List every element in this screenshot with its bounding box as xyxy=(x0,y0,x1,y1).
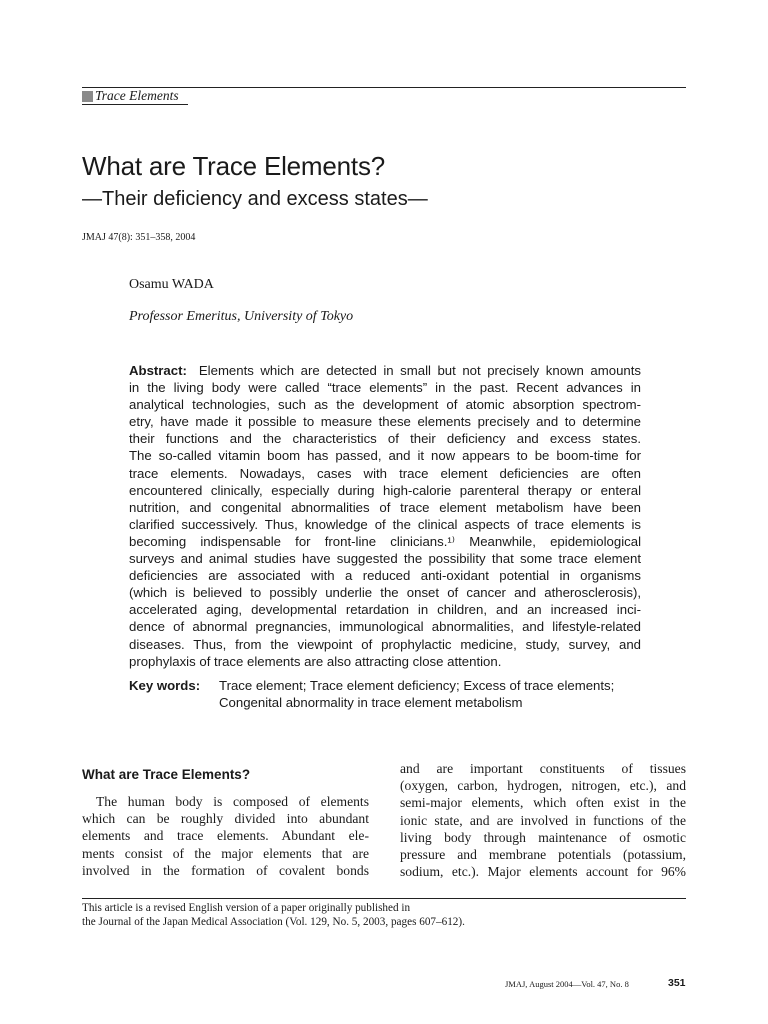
body-line: living body through maintenance of osmotic xyxy=(400,829,686,845)
author-name: Osamu WADA xyxy=(129,277,214,292)
abstract xyxy=(129,362,641,670)
abstract-line: surveys and animal studies have suggested the possibility that some trace element xyxy=(129,551,641,567)
abstract-line: accelerated aging, developmental retardation in children, and an increased inci- xyxy=(129,602,641,618)
abstract-line: clarified successively. Thus, knowledge of the clinical aspects of trace elements is xyxy=(129,516,641,532)
abstract-line: trace elements. Nowadays, cases with trace element deficiencies are often xyxy=(129,465,641,481)
body-line: involved in the formation of covalent bonds xyxy=(82,862,369,878)
abstract-line: etry, have made it possible to measure these elements precisely and to determine xyxy=(129,414,641,430)
article-title: What are Trace Elements? xyxy=(82,151,385,181)
body-line: (oxygen, carbon, hydrogen, nitrogen, etc.), and xyxy=(400,778,686,794)
body-line: The human body is composed of elements xyxy=(96,794,369,809)
abstract-line: (which is believed to possibly underlie the onset of cancer and atherosclerosis), xyxy=(129,585,641,601)
section-header xyxy=(82,88,686,102)
footnote xyxy=(82,902,465,929)
abstract-line: nutrition, and congenital abnormalities of trace element metabolism have been xyxy=(129,499,641,515)
body-line: ionic state, and are involved in functions of the xyxy=(400,812,686,828)
body-line: sodium, etc.). Major elements account for 96% xyxy=(400,864,686,880)
body-line: semi-major elements, which often exist in the xyxy=(400,795,686,811)
footnote-line: This article is a revised English version of a paper originally published in xyxy=(82,902,411,914)
abstract-line: encountered clinically, especially during high-calorie parenteral therapy or enteral xyxy=(129,482,641,498)
abstract-line: prophylaxis of trace elements are also attracting close attention. xyxy=(129,653,502,669)
abstract-label: Abstract: xyxy=(129,363,187,378)
abstract-line: becoming indispensable for front-line clinicians.¹⁾ Meanwhile, epidemiological xyxy=(129,533,641,549)
keywords-line: Trace element; Trace element deficiency; Excess of trace elements; xyxy=(219,678,615,693)
citation: JMAJ 47(8): 351–358, 2004 xyxy=(82,232,196,243)
section-underline xyxy=(82,104,188,105)
running-footer: JMAJ, August 2004—Vol. 47, No. 8 xyxy=(505,979,629,989)
article-subtitle: —Their deficiency and excess states— xyxy=(82,188,428,210)
body-column-right xyxy=(400,760,686,880)
body-line: elements and trace elements. Abundant ele- xyxy=(82,828,369,844)
page-number: 351 xyxy=(668,977,686,989)
abstract-line: deficiencies are associated with a reduced anti-oxidant potential in organisms xyxy=(129,568,641,584)
body-line: pressure and membrane potentials (potassium, xyxy=(400,847,686,863)
author-affiliation: Professor Emeritus, University of Tokyo xyxy=(129,309,354,324)
body-column-left xyxy=(82,793,369,879)
keywords-line: Congenital abnormality in trace element metabolism xyxy=(219,695,523,710)
body-line: which can be roughly divided into abundant xyxy=(82,811,369,827)
abstract-line: diseases. Thus, from the viewpoint of prophylactic medicine, study, survey, and xyxy=(129,636,641,652)
abstract-line: Abstract: Elements which are detected in small but not precisely known amounts xyxy=(129,363,641,378)
keywords-list xyxy=(219,677,649,711)
abstract-line: The so-called vitamin boom has passed, and it now appears to be boom-time for xyxy=(129,448,641,464)
abstract-line: analytical technologies, such as the development of atomic absorption spectrom- xyxy=(129,397,641,413)
gray-square-icon xyxy=(82,91,93,102)
keywords-label: Key words: xyxy=(129,678,201,693)
footnote-rule xyxy=(82,898,686,899)
body-line: ments consist of the major elements that are xyxy=(82,845,369,861)
section-label: Trace Elements xyxy=(95,88,179,103)
abstract-line: their functions and the characteristics of their deficiency and excess states. xyxy=(129,431,641,447)
footnote-line: the Journal of the Japan Medical Association (Vol. 129, No. 5, 2003, pages 607–612). xyxy=(82,915,465,928)
abstract-line: dence of abnormal pregnancies, immunological abnormalities, and lifestyle-related xyxy=(129,619,641,635)
abstract-line: in the living body were called “trace elements” in the past. Recent advances in xyxy=(129,380,641,396)
section-heading: What are Trace Elements? xyxy=(82,767,251,782)
body-line: and are important constituents of tissues xyxy=(400,761,686,776)
